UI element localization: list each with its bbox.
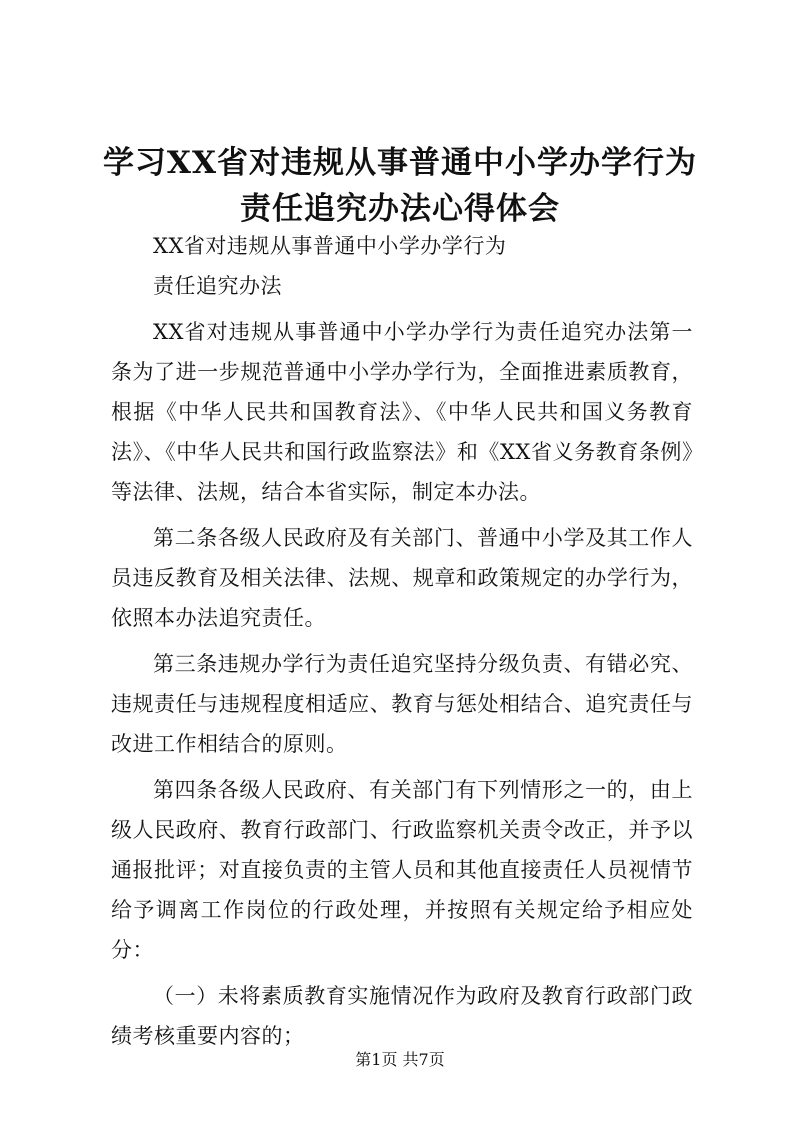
paragraph-item-1: （一）未将素质教育实施情况作为政府及教育行政部门政绩考核重要内容的；	[111, 984, 693, 1048]
paragraph-article-2: 第二条各级人民政府及有关部门、普通中小学及其工作人员违反教育及相关法律、法规、规章和政策规定的办学行为，依照本办法追究责任。	[111, 526, 693, 630]
paragraph-subtitle-line-2: 责任追究办法	[153, 274, 282, 298]
document-body	[111, 226, 693, 1062]
paragraph-subtitle-line-1: XX省对违规从事普通中小学办学行为	[153, 234, 507, 258]
document-title: 学习XX省对违规从事普通中小学办学行为责任追究办法心得体会	[102, 145, 698, 227]
paragraph-article-3: 第三条违规办学行为责任追究坚持分级负责、有错必究、违规责任与违规程度相适应、教育与惩处相结合、追究责任与改进工作相结合的原则。	[111, 652, 693, 756]
paragraph-article-1: XX省对违规从事普通中小学办学行为责任追究办法第一条为了进一步规范普通中小学办学行为，全面推进素质教育，根据《中华人民共和国教育法》、《中华人民共和国义务教育法》、《中华人民共和国行政监察法》和《XX省义务教育条例》等法律、法规，结合本省实际，制定本办法。	[111, 320, 693, 504]
paragraph-article-4: 第四条各级人民政府、有关部门有下列情形之一的，由上级人民政府、教育行政部门、行政监察机关责令改正，并予以通报批评；对直接负责的主管人员和其他直接责任人员视情节给予调离工作岗位的行政处理，并按照有关规定给予相应处分：	[111, 778, 693, 962]
page-number: 第1页 共7页	[355, 1050, 445, 1069]
